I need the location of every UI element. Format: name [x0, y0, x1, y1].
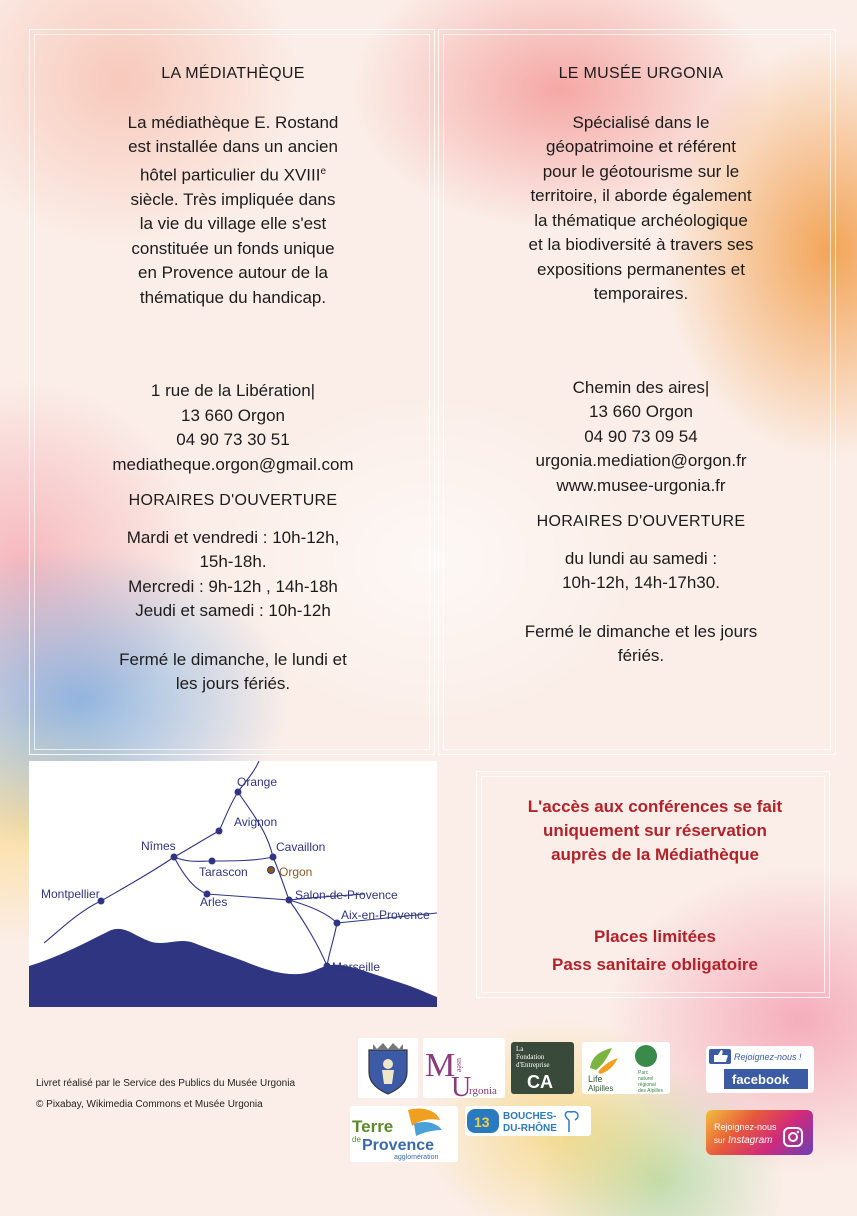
svg-text:BOUCHES-: BOUCHES-	[503, 1111, 557, 1122]
city-avignon-dot	[216, 828, 223, 835]
bouches-du-rhone-logo	[465, 1106, 591, 1136]
city-salon-dot	[286, 897, 293, 904]
svg-text:Terre: Terre	[352, 1117, 394, 1136]
city-aix-label: Aix-en-Provence	[341, 908, 430, 922]
svg-text:régional: régional	[638, 1082, 656, 1088]
svg-text:Life: Life	[588, 1074, 603, 1084]
svg-text:U: U	[451, 1072, 472, 1098]
svg-text:agglomération: agglomération	[394, 1154, 439, 1161]
sanitary-pass: Pass sanitaire obligatoire	[552, 955, 758, 974]
musee-section	[486, 62, 796, 669]
city-salon-label: Salon-de-Provence	[295, 888, 398, 902]
musee-description: Spécialisé dans le géopatrimoine et référent pour le géotourisme sur le territoire, il aborde également la thématique archéologique et la biodiversité à travers ses expositions permanentes et temporaires.	[528, 112, 754, 303]
svg-text:Rejoignez-nous !: Rejoignez-nous !	[734, 1052, 802, 1062]
svg-text:Alpilles: Alpilles	[588, 1084, 614, 1093]
musee-hours-heading: HORAIRES D'OUVERTURE	[536, 513, 746, 530]
svg-text:des Alpilles: des Alpilles	[638, 1088, 664, 1094]
city-orange-dot	[235, 789, 242, 796]
musee-heading: LE MUSÉE URGONIA	[558, 65, 724, 82]
mediatheque-hours-heading: HORAIRES D'OUVERTURE	[128, 492, 338, 510]
svg-text:Parc: Parc	[638, 1070, 649, 1076]
city-orgon-label: Orgon	[279, 865, 313, 879]
facebook-button[interactable]	[706, 1046, 814, 1093]
musee-website-link[interactable]: www.musee-urgonia.fr	[556, 475, 726, 495]
musee-address: Chemin des aires| 13 660 Orgon 04 90 73 09 54 urgonia.mediation@orgon.fr www.musee-urgonia.fr	[486, 376, 796, 499]
musee-email[interactable]: urgonia.mediation@orgon.fr	[535, 451, 747, 470]
musee-urgonia-logo	[423, 1038, 505, 1098]
mediatheque-description: La médiathèque E. Rostand est installée dans un ancien hôtel particulier du XVIIIe siècle. Très impliquée dans la vie du village elle s'est constituée un fonds unique en Provence autour de la thématique du handicap.	[127, 112, 339, 307]
city-nimes-dot	[171, 854, 178, 861]
city-marseille-label: Marseille	[332, 960, 381, 974]
city-aix-dot	[334, 920, 341, 927]
svg-text:sur: sur	[714, 1136, 726, 1145]
conference-info: L'accès aux conférences se fait uniquement sur réservation auprès de la Médiathèque Places limitées Pass sanitaire obligatoire	[490, 795, 820, 977]
city-orange-label: Orange	[237, 775, 278, 789]
svg-text:d'Entreprise: d'Entreprise	[516, 1061, 550, 1069]
svg-text:La: La	[516, 1045, 524, 1053]
svg-text:M: M	[425, 1047, 456, 1084]
svg-text:Fondation: Fondation	[516, 1053, 545, 1061]
svg-text:de: de	[352, 1135, 361, 1144]
instagram-button[interactable]	[706, 1110, 813, 1155]
city-cavaillon-label: Cavaillon	[276, 840, 326, 854]
mediatheque-closed: Fermé le dimanche, le lundi et les jours fériés.	[119, 649, 347, 694]
svg-text:DU-RHÔNE: DU-RHÔNE	[503, 1123, 557, 1134]
instagram-icon	[784, 1128, 802, 1146]
mediatheque-hours: Mardi et vendredi : 10h-12h, 15h-18h. Mercredi : 9h-12h , 14h-18h Jeudi et samedi : 10h-12h	[126, 527, 340, 621]
city-marseille-dot	[324, 963, 331, 970]
life-alpilles-logo	[582, 1042, 670, 1094]
svg-text:facebook: facebook	[732, 1072, 790, 1087]
city-cavaillon-dot	[270, 854, 277, 861]
mediatheque-address: 1 rue de la Libération| 13 660 Orgon 04 90 73 30 51 mediatheque.orgon@gmail.com	[83, 379, 383, 477]
svg-text:Rejoignez-nous: Rejoignez-nous	[714, 1122, 777, 1132]
region-map	[29, 761, 437, 1007]
city-orgon-dot	[268, 867, 275, 874]
svg-text:CA: CA	[527, 1072, 553, 1092]
city-avignon-label: Avignon	[234, 815, 278, 829]
svg-text:naturel: naturel	[638, 1076, 654, 1082]
svg-text:13: 13	[474, 1114, 490, 1130]
city-tarascon-label: Tarascon	[199, 865, 248, 879]
mediatheque-email[interactable]: mediatheque.orgon@gmail.com	[112, 454, 354, 474]
mediatheque-heading: LA MÉDIATHÈQUE	[161, 65, 305, 82]
city-montpellier-label: Montpellier	[41, 887, 100, 901]
mediatheque-section	[83, 62, 383, 697]
orgon-coat-of-arms-logo	[358, 1038, 418, 1098]
svg-text:Provence: Provence	[362, 1137, 435, 1154]
city-nimes-label: Nîmes	[141, 839, 176, 853]
musee-hours: du lundi au samedi : 10h-12h, 14h-17h30.	[562, 548, 720, 592]
svg-text:usée: usée	[455, 1058, 464, 1073]
svg-text:rgonia: rgonia	[469, 1085, 497, 1097]
musee-closed: Fermé le dimanche et les jours fériés.	[524, 621, 758, 665]
fondation-credit-agricole-logo	[511, 1042, 574, 1094]
city-tarascon-dot	[209, 858, 216, 865]
terre-de-provence-logo	[350, 1106, 458, 1162]
limited-places: Places limitées	[594, 927, 716, 946]
city-arles-label: Arles	[200, 895, 228, 909]
svg-text:Instagram: Instagram	[728, 1135, 773, 1146]
credits: Livret réalisé par le Service des Publics du Musée Urgonia © Pixabay, Wikimedia Commons et Musée Urgonia	[36, 1078, 296, 1110]
thumbs-up-icon	[709, 1049, 731, 1064]
